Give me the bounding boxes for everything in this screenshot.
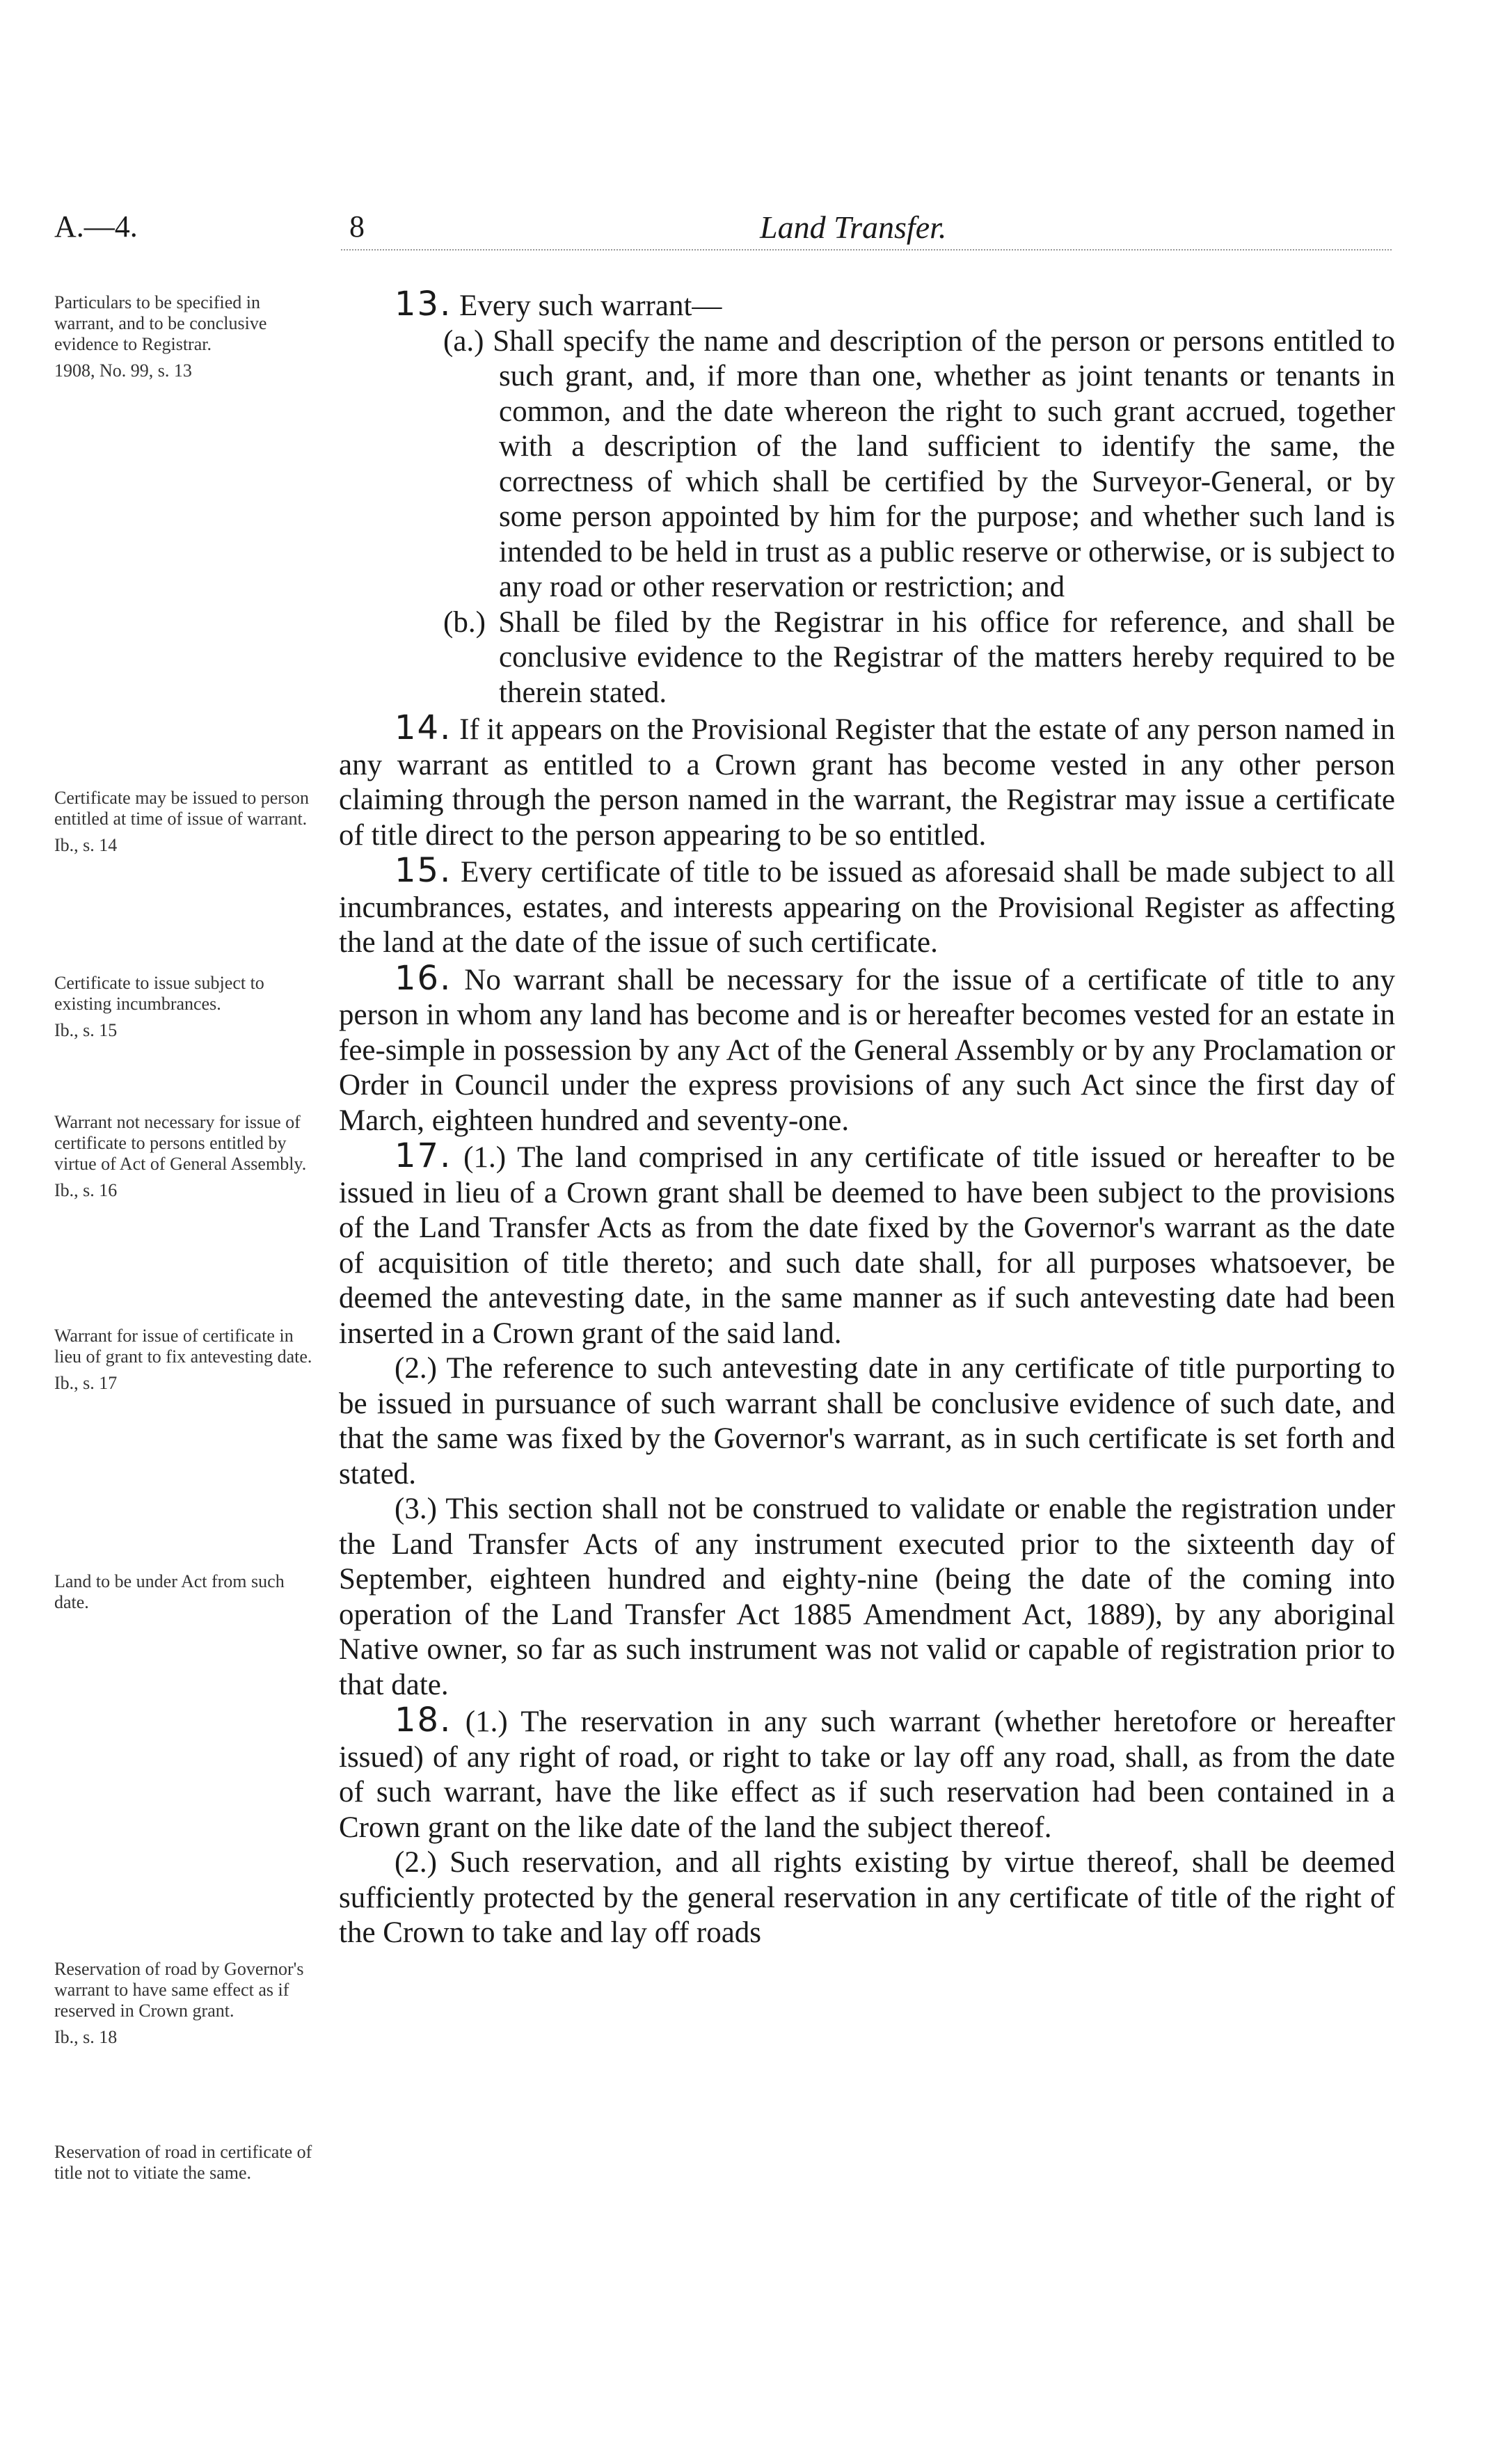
clause-label: (b.) bbox=[443, 605, 486, 639]
section-13-clause-a bbox=[339, 324, 1395, 605]
section-15 bbox=[339, 853, 1395, 961]
section-13 bbox=[339, 287, 1395, 324]
section-number: 14. bbox=[395, 708, 452, 747]
document-body bbox=[339, 287, 1395, 1951]
margin-citation: Ib., s. 15 bbox=[54, 1020, 118, 1040]
clause-text: Shall be filed by the Registrar in his office for reference, and shall be conclusive evidence to the Registrar of the matters hereby required to be therein stated. bbox=[498, 605, 1395, 709]
section-number: 16. bbox=[395, 958, 452, 998]
clause-label: (a.) bbox=[443, 324, 484, 358]
section-14 bbox=[339, 710, 1395, 853]
section-text: (1.) The reservation in any such warrant (whether heretofore or hereafter issued) of any right of road, or right to take or lay off any road, shall, as from the date of such warrant, have the like effect as if such reservation had been contained in a Crown grant on the like date of the land the subject thereof. bbox=[339, 1705, 1395, 1844]
margin-note-s17-2: Land to be under Act from such date. bbox=[54, 1571, 285, 1612]
margin-note-s15: Certificate to issue subject to existing incumbrances. Ib., s. 15 bbox=[54, 973, 319, 1041]
section-18-subsection-2: (2.) Such reservation, and all rights existing by virtue thereof, shall be deemed sufficiently protected by the general reservation in any certificate of title of the right of the Crown to take and lay off roads bbox=[339, 1846, 1395, 1949]
margin-note-s14: Certificate may be issued to person entitled at time of issue of warrant. Ib., s. 14 bbox=[54, 788, 319, 856]
section-text: No warrant shall be necessary for the issue of a certificate of title to any person in whom any land has become and is or hereafter becomes vested for an estate in fee-simple in possession by any Act of the General Assembly or by any Proclamation or Order in Council under the express provisions of any such Act since the first day of March, eighteen hundred and seventy-one. bbox=[339, 963, 1395, 1137]
section-number: 15. bbox=[395, 851, 452, 890]
section-17 bbox=[339, 1138, 1395, 1351]
margin-citation: Ib., s. 17 bbox=[54, 1373, 118, 1393]
page-number: 8 bbox=[349, 209, 365, 244]
clause-text: Shall specify the name and description of the person or persons entitled to such grant, and, if more than one, whether as joint tenants or tenants in common, and the date whereon the right to such grant accrued, together with a description of the land sufficient to identify the same, the correctness of which shall be certified by the Surveyor-General, or by some person appointed by him for the purpose; and whether such land is intended to be held in trust as a public reserve or otherwise, or is subject to any road or other reservation or restriction; and bbox=[493, 324, 1396, 603]
page-header bbox=[0, 209, 1512, 264]
section-number: 13. bbox=[395, 285, 452, 324]
section-text: Every certificate of title to be issued as aforesaid shall be made subject to all incumbrances, estates, and interests appearing on the Provisional Register as affecting the land at the date of the issue of such certificate. bbox=[339, 856, 1395, 959]
margin-citation: Ib., s. 16 bbox=[54, 1180, 118, 1200]
margin-citation: 1908, No. 99, s. 13 bbox=[54, 360, 192, 381]
margin-citation: Ib., s. 18 bbox=[54, 2027, 118, 2047]
document-reference: A.—4. bbox=[54, 209, 138, 244]
section-number: 17. bbox=[395, 1136, 452, 1175]
margin-note-s16: Warrant not necessary for issue of certificate to persons entitled by virtue of Act of General Assembly. Ib., s. 16 bbox=[54, 1112, 319, 1201]
margin-note-s13: Particulars to be specified in warrant, and to be conclusive evidence to Registrar. 1908, No. 99, s. 13 bbox=[54, 292, 319, 381]
margin-note-s18: Reservation of road by Governor's warrant to have same effect as if reserved in Crown grant. Ib., s. 18 bbox=[54, 1959, 319, 2048]
section-13-clause-b bbox=[339, 605, 1395, 711]
margin-note-s17: Warrant for issue of certificate in lieu of grant to fix antevesting date. Ib., s. 17 bbox=[54, 1326, 319, 1394]
page-title: Land Transfer. bbox=[760, 209, 947, 245]
section-text: If it appears on the Provisional Register that the estate of any person named in any warrant as entitled to a Crown grant has become vested in any other person claiming through the person named in the warrant, the Registrar may issue a certificate of title direct to the person appearing to be so entitled. bbox=[339, 713, 1396, 852]
section-17-subsection-3: (3.) This section shall not be construed to validate or enable the registration under the Land Transfer Acts of any instrument executed prior to the sixteenth day of September, eighteen hundred and eighty-nine (being the date of the coming into operation of the Land Transfer Act 1885 Amendment Act, 1889), by any aboriginal Native owner, so far as such instrument was not valid or capable of registration prior to that date. bbox=[339, 1493, 1395, 1701]
margin-citation: Ib., s. 14 bbox=[54, 835, 118, 855]
section-18 bbox=[339, 1703, 1395, 1845]
header-rule bbox=[341, 249, 1392, 251]
margin-note-s18-2: Reservation of road in certificate of title not to vitiate the same. bbox=[54, 2142, 312, 2183]
section-text: (1.) The land comprised in any certificate of title issued or hereafter to be issued in lieu of a Crown grant shall be deemed to have been subject to the provisions of the Land Transfer Acts as from the date fixed by the Governor's warrant as the date of acquisition of title thereto; and such date shall, for all purposes whatsoever, be deemed the antevesting date, in the same manner as if such antevesting date had been inserted in a Crown grant of the said land. bbox=[339, 1141, 1395, 1350]
section-text: Every such warrant— bbox=[459, 289, 722, 322]
section-16 bbox=[339, 958, 1395, 1139]
section-17-subsection-2: (2.) The reference to such antevesting date in any certificate of title purporting to be issued in pursuance of such warrant shall be conclusive evidence of such date, and that the same was fixed by the Governor's warrant, as in such certificate is set forth and stated. bbox=[339, 1352, 1395, 1490]
section-number: 18. bbox=[395, 1701, 452, 1740]
